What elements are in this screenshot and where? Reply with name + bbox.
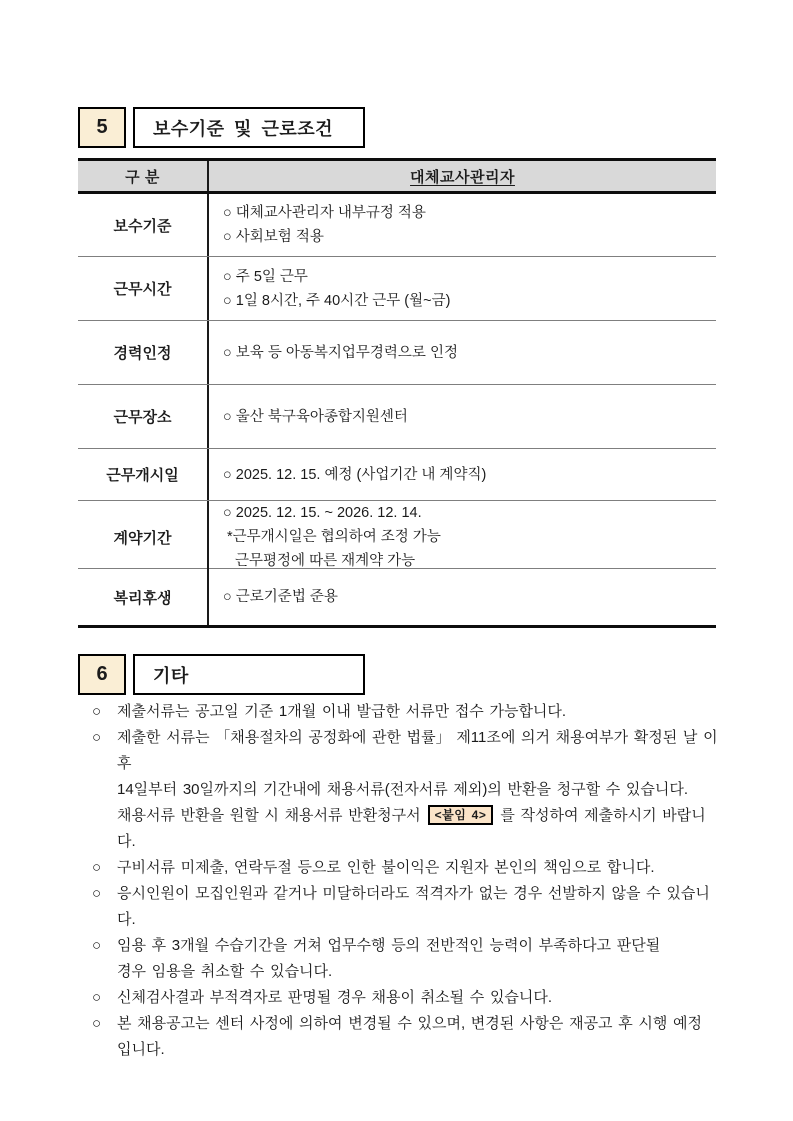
content-line: ○ 대체교사관리자 내부규정 적용 <box>223 205 426 221</box>
attachment-4-badge: <붙임 4> <box>428 805 494 825</box>
table-row <box>78 384 716 448</box>
note-line <box>92 725 724 777</box>
content-line: ○ 주 5일 근무 <box>223 268 308 285</box>
note-line-continuation <box>92 1037 724 1063</box>
content-line: ○ 1일 8시간, 주 40시간 근무 (월~금) <box>223 292 451 309</box>
note-line-continuation <box>92 777 724 803</box>
row-label: 경력인정 <box>78 321 209 384</box>
row-label: 근무개시일 <box>78 449 209 500</box>
table-row <box>78 448 716 500</box>
content-line: ○ 울산 북구육아종합지원센터 <box>223 408 408 425</box>
section6-number-box: 6 <box>78 654 126 695</box>
section5-title: 보수기준 및 근로조건 <box>133 107 365 148</box>
section6-title: 기타 <box>133 654 365 695</box>
circle-bullet-icon: ○ <box>92 1015 102 1032</box>
circle-bullet-icon: ○ <box>92 703 102 720</box>
row-label: 근무시간 <box>78 257 209 320</box>
row-label: 근무장소 <box>78 385 209 448</box>
note-text: 제출서류는 공고일 기준 1개월 이내 발급한 서류만 접수 가능합니다. <box>117 703 567 720</box>
note-line <box>92 985 724 1011</box>
note-text: 14일부터 30일까지의 기간내에 채용서류(전자서류 제외)의 반환을 청구할 수 있습니다. <box>117 781 689 798</box>
note-text: 입니다. <box>117 1041 165 1058</box>
note-line-continuation <box>92 803 724 855</box>
note-text: 응시인원이 모집인원과 같거나 미달하더라도 적격자가 없는 경우 선발하지 않을 수 있습니다. <box>117 885 710 928</box>
note-line <box>92 855 724 881</box>
note-text: 제출한 서류는 「채용절차의 공정화에 관한 법률」 제11조에 의거 채용여부가 확정된 날 이후 <box>117 729 718 772</box>
row-content <box>209 257 716 320</box>
circle-bullet-icon: ○ <box>92 989 102 1006</box>
badge-suffix-text: 를 작성하여 제출하시기 바랍니다. <box>117 807 706 850</box>
content-line: ○ 사회보험 적용 <box>223 229 324 245</box>
table-header-position: 대체교사관리자 <box>410 168 515 186</box>
note-text: 본 채용공고는 센터 사정에 의하여 변경될 수 있으며, 변경된 사항은 재공고 후 시행 예정 <box>117 1015 702 1032</box>
row-content <box>209 449 716 500</box>
table-row <box>78 320 716 384</box>
row-content <box>209 321 716 384</box>
note-text: 구비서류 미제출, 연락두절 등으로 인한 불이익은 지원자 본인의 책임으로 합니다. <box>117 859 655 876</box>
content-line: ○ 2025. 12. 15. 예정 (사업기간 내 계약직) <box>223 466 487 483</box>
table-row <box>78 500 716 568</box>
note-text: 임용 후 3개월 수습기간을 거쳐 업무수행 등의 전반적인 능력이 부족하다고 판단될 <box>117 937 661 954</box>
note-line-continuation <box>92 959 724 985</box>
content-line: ○ 근로기준법 준용 <box>223 589 338 605</box>
content-line: 근무평정에 따른 재계약 가능 <box>235 553 416 569</box>
row-content <box>209 569 716 625</box>
notes-list <box>92 699 724 1063</box>
circle-bullet-icon: ○ <box>92 859 102 876</box>
circle-bullet-icon: ○ <box>92 937 102 954</box>
row-label: 복리후생 <box>78 569 209 625</box>
note-line <box>92 699 724 725</box>
table-header-row <box>78 161 716 194</box>
table-row <box>78 256 716 320</box>
content-line: *근무개시일은 협의하여 조정 가능 <box>227 529 441 545</box>
circle-bullet-icon: ○ <box>92 729 102 746</box>
note-line <box>92 1011 724 1037</box>
row-content <box>209 385 716 448</box>
content-line: ○ 보육 등 아동복지업무경력으로 인정 <box>223 344 458 361</box>
note-line <box>92 881 724 933</box>
row-content <box>209 194 716 256</box>
table-row <box>78 194 716 256</box>
conditions-table <box>78 158 716 628</box>
content-line: ○ 2025. 12. 15. ~ 2026. 12. 14. <box>223 505 422 521</box>
circle-bullet-icon: ○ <box>92 885 102 902</box>
table-header-category: 구 분 <box>78 161 209 191</box>
note-text-with-badge <box>117 803 724 855</box>
section5-header <box>78 107 365 148</box>
note-text: 신체검사결과 부적격자로 판명될 경우 채용이 취소될 수 있습니다. <box>117 989 553 1006</box>
row-content <box>209 501 716 573</box>
note-text: 경우 임용을 취소할 수 있습니다. <box>117 963 333 980</box>
section6-header <box>78 654 365 695</box>
note-line <box>92 933 724 959</box>
section5-number-box: 5 <box>78 107 126 148</box>
row-label: 보수기준 <box>78 194 209 256</box>
badge-prefix-text: 채용서류 반환을 원할 시 채용서류 반환청구서 <box>117 807 421 824</box>
table-row <box>78 568 716 625</box>
row-label: 계약기간 <box>78 501 209 573</box>
